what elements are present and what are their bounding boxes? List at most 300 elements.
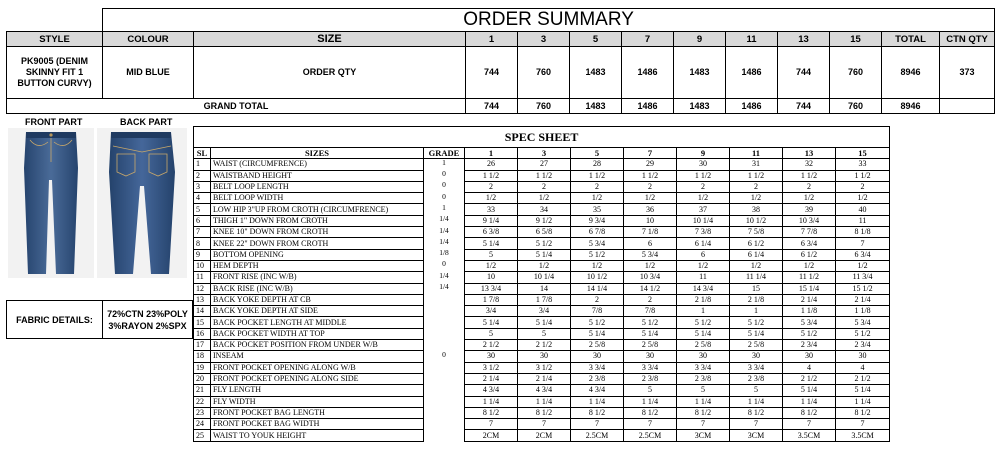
spec-value-cell: 1 1/2	[677, 170, 730, 181]
fabric-details-table	[6, 300, 193, 339]
spec-value-cell: 32	[783, 159, 836, 170]
spec-row	[194, 317, 890, 328]
spec-value-cell: 6 7/8	[571, 227, 624, 238]
spec-body	[194, 159, 890, 441]
spec-value-cell: 2	[624, 294, 677, 305]
spec-sl-cell: 10	[194, 260, 211, 271]
spec-value-cell: 7	[518, 419, 571, 430]
size-col-header: 11	[726, 32, 778, 47]
spec-value-cell: 1/2	[624, 193, 677, 204]
ctn-qty-header: CTN QTY	[940, 32, 995, 47]
spec-row	[194, 294, 890, 305]
spec-sl-cell: 8	[194, 238, 211, 249]
spec-value-cell: 8 1/2	[836, 407, 890, 418]
spec-value-cell: 3 1/2	[518, 362, 571, 373]
spec-value-cell: 30	[518, 351, 571, 362]
spec-grade-cell: 0	[424, 351, 465, 362]
grand-total-sum: 8946	[882, 99, 940, 114]
spec-value-cell: 2 5/8	[624, 340, 677, 351]
spec-sl-cell: 16	[194, 328, 211, 339]
spec-value-cell: 30	[836, 351, 890, 362]
spec-measurement-name: FRONT RISE (INC W/B)	[211, 272, 424, 283]
colour-header: COLOUR	[103, 32, 194, 47]
spec-value-cell: 5 1/4	[624, 328, 677, 339]
spec-value-cell: 3 1/2	[465, 362, 518, 373]
spec-value-cell: 1/2	[465, 193, 518, 204]
spec-sl-cell: 11	[194, 272, 211, 283]
spec-grade-cell	[424, 317, 465, 328]
spec-sl-cell: 15	[194, 317, 211, 328]
spec-measurement-name: BACK POCKET LENGTH AT MIDDLE	[211, 317, 424, 328]
spec-value-cell: 7	[677, 419, 730, 430]
spec-value-cell: 7	[783, 419, 836, 430]
spec-value-cell: 8 1/2	[624, 407, 677, 418]
spec-value-cell: 1 1/2	[836, 170, 890, 181]
spec-value-cell: 5 3/4	[571, 238, 624, 249]
spec-measurement-name: WAIST (CIRCUMFRENCE)	[211, 159, 424, 170]
spec-value-cell: 2 1/4	[836, 294, 890, 305]
fabric-details-value: 72%CTN 23%POLY 3%RAYON 2%SPX	[103, 301, 193, 339]
spec-measurement-name: BACK POCKET WIDTH AT TOP	[211, 328, 424, 339]
spec-grade-cell: 1/8	[424, 249, 465, 260]
spec-row	[194, 238, 890, 249]
spec-value-cell: 1/2	[677, 260, 730, 271]
colour-cell: MID BLUE	[103, 47, 194, 99]
grand-total-row	[7, 99, 995, 114]
spec-value-cell: 29	[624, 159, 677, 170]
ctn-qty-cell: 373	[940, 47, 995, 99]
spec-value-cell: 10 1/4	[518, 272, 571, 283]
spec-measurement-name: WAISTBAND HEIGHT	[211, 170, 424, 181]
spec-sl-cell: 23	[194, 407, 211, 418]
style-header: STYLE	[7, 32, 103, 47]
spec-value-cell: 2	[571, 181, 624, 192]
spec-value-cell: 7 5/8	[730, 227, 783, 238]
spec-value-cell: 5 3/4	[836, 317, 890, 328]
spec-sl-cell: 17	[194, 340, 211, 351]
spec-value-cell: 2 3/8	[730, 373, 783, 384]
spec-value-cell: 5 1/4	[571, 328, 624, 339]
spec-value-cell: 6 5/8	[518, 227, 571, 238]
spec-grade-cell	[424, 294, 465, 305]
spec-value-cell: 30	[571, 351, 624, 362]
spec-value-cell: 30	[677, 351, 730, 362]
spec-measurement-name: INSEAM	[211, 351, 424, 362]
spec-row	[194, 260, 890, 271]
spec-value-cell: 1 1/4	[836, 396, 890, 407]
spec-value-cell: 4 3/4	[518, 385, 571, 396]
spec-grade-cell: 0	[424, 260, 465, 271]
spec-value-cell: 40	[836, 204, 890, 215]
spec-value-cell: 1 1/4	[571, 396, 624, 407]
spec-value-cell: 7	[836, 419, 890, 430]
spec-row	[194, 306, 890, 317]
spec-value-cell: 7	[836, 238, 890, 249]
spec-measurement-name: FLY LENGTH	[211, 385, 424, 396]
spec-sl-cell: 9	[194, 249, 211, 260]
spec-value-cell: 3 3/4	[571, 362, 624, 373]
spec-value-cell: 39	[783, 204, 836, 215]
spec-header-row	[194, 148, 890, 159]
spec-value-cell: 5 1/4	[783, 385, 836, 396]
spec-value-cell: 8 1/2	[571, 407, 624, 418]
spec-value-cell: 2	[465, 181, 518, 192]
spec-value-cell: 7	[465, 419, 518, 430]
spec-measurement-name: FRONT POCKET BAG LENGTH	[211, 407, 424, 418]
spec-row	[194, 362, 890, 373]
spec-measurement-name: BACK RISE (INC W/B)	[211, 283, 424, 294]
blank-cell	[940, 99, 995, 114]
order-qty-label: ORDER QTY	[194, 47, 466, 99]
spec-value-cell: 5 1/4	[465, 238, 518, 249]
spec-value-cell: 30	[730, 351, 783, 362]
spec-value-cell: 10 3/4	[783, 215, 836, 226]
spec-value-cell: 8 1/2	[730, 407, 783, 418]
qty-cell: 1483	[674, 47, 726, 99]
spec-value-cell: 30	[783, 351, 836, 362]
spec-value-cell: 1/2	[730, 193, 783, 204]
spec-row	[194, 283, 890, 294]
order-summary-title: ORDER SUMMARY	[103, 9, 995, 32]
sizes-header: SIZES	[211, 148, 424, 159]
spec-value-cell: 6 1/2	[730, 238, 783, 249]
spec-row	[194, 249, 890, 260]
qty-cell: 760	[830, 47, 882, 99]
spec-row	[194, 419, 890, 430]
spec-value-cell: 1 1/4	[730, 396, 783, 407]
spec-measurement-name: BACK POCKET POSITION FROM UNDER W/B	[211, 340, 424, 351]
spec-value-cell: 1/2	[571, 260, 624, 271]
spec-sheet-title: SPEC SHEET	[194, 127, 890, 148]
spec-grade-cell: 1/4	[424, 227, 465, 238]
qty-cell: 744	[778, 47, 830, 99]
spec-value-cell: 2	[783, 181, 836, 192]
spec-grade-cell	[424, 419, 465, 430]
spec-value-cell: 2 5/8	[730, 340, 783, 351]
spec-grade-cell: 1	[424, 204, 465, 215]
spec-value-cell: 1 1/4	[783, 396, 836, 407]
spec-value-cell: 10 1/2	[571, 272, 624, 283]
spec-value-cell: 33	[465, 204, 518, 215]
spec-value-cell: 1 1/4	[465, 396, 518, 407]
size-col-header: 15	[830, 32, 882, 47]
spec-value-cell: 15 1/4	[783, 283, 836, 294]
spec-value-cell: 4 3/4	[465, 385, 518, 396]
spec-grade-cell	[424, 385, 465, 396]
qty-cell: 1486	[622, 47, 674, 99]
spec-value-cell: 1/2	[518, 260, 571, 271]
spec-row	[194, 227, 890, 238]
spec-value-cell: 4	[836, 362, 890, 373]
spec-value-cell: 5 1/4	[518, 249, 571, 260]
spec-value-cell: 3.5CM	[783, 430, 836, 441]
spec-value-cell: 5	[624, 385, 677, 396]
size-col-header: 3	[518, 32, 570, 47]
spec-value-cell: 1/2	[783, 193, 836, 204]
order-row	[7, 47, 995, 99]
spec-value-cell: 10	[624, 215, 677, 226]
spec-size-header: 1	[465, 148, 518, 159]
spec-grade-cell	[424, 328, 465, 339]
spec-measurement-name: KNEE 10" DOWN FROM CROTH	[211, 227, 424, 238]
grade-header: GRADE	[424, 148, 465, 159]
spec-value-cell: 5	[465, 249, 518, 260]
spec-row	[194, 215, 890, 226]
spec-value-cell: 8 1/8	[836, 227, 890, 238]
spec-grade-cell	[424, 373, 465, 384]
spec-value-cell: 30	[677, 159, 730, 170]
spec-value-cell: 5	[465, 328, 518, 339]
spec-value-cell: 5 1/2	[624, 317, 677, 328]
size-col-header: 9	[674, 32, 726, 47]
spec-value-cell: 5 1/2	[571, 249, 624, 260]
spec-value-cell: 2	[624, 181, 677, 192]
spec-grade-cell	[424, 407, 465, 418]
spec-value-cell: 2 3/8	[571, 373, 624, 384]
spec-row	[194, 159, 890, 170]
spec-value-cell: 8 1/2	[783, 407, 836, 418]
spec-value-cell: 7 7/8	[783, 227, 836, 238]
spec-value-cell: 5 1/2	[518, 238, 571, 249]
size-col-header: 13	[778, 32, 830, 47]
spec-value-cell: 2CM	[465, 430, 518, 441]
spec-value-cell: 5 1/4	[465, 317, 518, 328]
spec-sl-cell: 3	[194, 181, 211, 192]
fabric-details-label: FABRIC DETAILS:	[7, 301, 103, 339]
style-cell: PK9005 (DENIM SKINNY FIT 1 BUTTON CURVY)	[7, 47, 103, 99]
spec-measurement-name: FRONT POCKET OPENING ALONG SIDE	[211, 373, 424, 384]
spec-value-cell: 36	[624, 204, 677, 215]
qty-cell: 744	[466, 47, 518, 99]
spec-value-cell: 1 1/4	[677, 396, 730, 407]
spec-measurement-name: HEM DEPTH	[211, 260, 424, 271]
spec-grade-cell: 0	[424, 181, 465, 192]
spec-grade-cell	[424, 340, 465, 351]
spec-value-cell: 10 1/4	[677, 215, 730, 226]
spec-value-cell: 6 1/4	[730, 249, 783, 260]
spec-value-cell: 6 1/4	[677, 238, 730, 249]
spec-value-cell: 9 1/2	[518, 215, 571, 226]
spec-value-cell: 3.5CM	[836, 430, 890, 441]
spec-value-cell: 9 1/4	[465, 215, 518, 226]
spec-value-cell: 2 1/4	[783, 294, 836, 305]
spec-row	[194, 430, 890, 441]
spec-sl-cell: 12	[194, 283, 211, 294]
spec-value-cell: 11	[836, 215, 890, 226]
spec-value-cell: 1	[677, 306, 730, 317]
spec-value-cell: 6 3/8	[465, 227, 518, 238]
spec-value-cell: 2 3/8	[677, 373, 730, 384]
spec-value-cell: 1/2	[571, 193, 624, 204]
spec-sl-cell: 25	[194, 430, 211, 441]
spec-measurement-name: BACK YOKE DEPTH AT SIDE	[211, 306, 424, 317]
spec-value-cell: 9 3/4	[571, 215, 624, 226]
spec-measurement-name: FLY WIDTH	[211, 396, 424, 407]
spec-grade-cell	[424, 430, 465, 441]
spec-sl-cell: 13	[194, 294, 211, 305]
spec-value-cell: 5 1/2	[730, 317, 783, 328]
spec-value-cell: 30	[624, 351, 677, 362]
spec-sl-cell: 6	[194, 215, 211, 226]
spec-value-cell: 4	[783, 362, 836, 373]
grand-total-cell: 744	[778, 99, 830, 114]
size-col-header: 7	[622, 32, 674, 47]
spec-row	[194, 340, 890, 351]
spec-value-cell: 1 1/2	[465, 170, 518, 181]
spec-row	[194, 328, 890, 339]
spec-value-cell: 14 1/4	[571, 283, 624, 294]
spec-size-header: 9	[677, 148, 730, 159]
spec-measurement-name: FRONT POCKET BAG WIDTH	[211, 419, 424, 430]
spec-measurement-name: KNEE 22" DOWN FROM CROTH	[211, 238, 424, 249]
spec-value-cell: 2CM	[518, 430, 571, 441]
spec-size-header: 11	[730, 148, 783, 159]
spec-size-header: 3	[518, 148, 571, 159]
spec-value-cell: 3CM	[730, 430, 783, 441]
spec-size-header: 5	[571, 148, 624, 159]
spec-value-cell: 7/8	[624, 306, 677, 317]
spec-value-cell: 5	[677, 385, 730, 396]
spec-value-cell: 2	[677, 181, 730, 192]
spec-sl-cell: 18	[194, 351, 211, 362]
spec-value-cell: 33	[836, 159, 890, 170]
grand-total-cell: 744	[466, 99, 518, 114]
spec-value-cell: 2 1/8	[730, 294, 783, 305]
spec-value-cell: 7	[571, 419, 624, 430]
spec-value-cell: 2 5/8	[677, 340, 730, 351]
spec-value-cell: 6 1/2	[783, 249, 836, 260]
spec-value-cell: 2	[730, 181, 783, 192]
blank-cell	[7, 9, 103, 32]
spec-value-cell: 30	[465, 351, 518, 362]
spec-value-cell: 1 1/4	[624, 396, 677, 407]
spec-value-cell: 14	[518, 283, 571, 294]
spec-sl-cell: 19	[194, 362, 211, 373]
spec-value-cell: 1 7/8	[518, 294, 571, 305]
spec-value-cell: 5 3/4	[624, 249, 677, 260]
grand-total-cell: 1483	[674, 99, 726, 114]
spec-sl-cell: 2	[194, 170, 211, 181]
spec-sl-cell: 1	[194, 159, 211, 170]
spec-value-cell: 14 1/2	[624, 283, 677, 294]
spec-sl-cell: 22	[194, 396, 211, 407]
spec-value-cell: 2 3/4	[783, 340, 836, 351]
spec-row	[194, 181, 890, 192]
spec-grade-cell	[424, 396, 465, 407]
spec-value-cell: 5	[730, 385, 783, 396]
spec-value-cell: 5 1/4	[518, 317, 571, 328]
spec-value-cell: 15 1/2	[836, 283, 890, 294]
spec-value-cell: 3CM	[677, 430, 730, 441]
spec-value-cell: 1/2	[836, 260, 890, 271]
spec-value-cell: 1/2	[730, 260, 783, 271]
spec-value-cell: 2	[836, 181, 890, 192]
spec-measurement-name: BACK YOKE DEPTH AT CB	[211, 294, 424, 305]
spec-measurement-name: BELT LOOP LENGTH	[211, 181, 424, 192]
spec-value-cell: 3 3/4	[677, 362, 730, 373]
spec-value-cell: 5 1/2	[783, 328, 836, 339]
spec-sl-cell: 4	[194, 193, 211, 204]
spec-value-cell: 1 1/2	[518, 170, 571, 181]
spec-value-cell: 5 1/2	[836, 328, 890, 339]
spec-value-cell: 5	[518, 328, 571, 339]
spec-value-cell: 2 1/2	[783, 373, 836, 384]
spec-measurement-name: WAIST TO YOUK HEIGHT	[211, 430, 424, 441]
spec-value-cell: 5 3/4	[783, 317, 836, 328]
spec-row	[194, 272, 890, 283]
spec-measurement-name: THIGH 1" DOWN FROM CROTH	[211, 215, 424, 226]
spec-row	[194, 385, 890, 396]
spec-grade-cell	[424, 306, 465, 317]
spec-sl-cell: 21	[194, 385, 211, 396]
spec-value-cell: 6 3/4	[783, 238, 836, 249]
spec-value-cell: 37	[677, 204, 730, 215]
grand-total-label: GRAND TOTAL	[7, 99, 466, 114]
size-col-header: 1	[466, 32, 518, 47]
spec-value-cell: 11 3/4	[836, 272, 890, 283]
spec-value-cell: 35	[571, 204, 624, 215]
back-jeans-image	[97, 128, 187, 278]
spec-value-cell: 11 1/2	[783, 272, 836, 283]
spec-value-cell: 7 1/8	[624, 227, 677, 238]
spec-size-header: 15	[836, 148, 890, 159]
spec-value-cell: 4 3/4	[571, 385, 624, 396]
spec-value-cell: 28	[571, 159, 624, 170]
spec-grade-cell: 1	[424, 159, 465, 170]
grand-total-cell: 760	[518, 99, 570, 114]
spec-value-cell: 1 1/2	[571, 170, 624, 181]
spec-grade-cell	[424, 362, 465, 373]
spec-value-cell: 1/2	[518, 193, 571, 204]
spec-row	[194, 351, 890, 362]
spec-value-cell: 2 1/2	[518, 340, 571, 351]
spec-value-cell: 10 3/4	[624, 272, 677, 283]
back-part-label: BACK PART	[120, 117, 173, 127]
spec-value-cell: 7	[624, 419, 677, 430]
spec-value-cell: 3 3/4	[624, 362, 677, 373]
spec-value-cell: 15	[730, 283, 783, 294]
qty-cell: 1483	[570, 47, 622, 99]
spec-value-cell: 2 5/8	[571, 340, 624, 351]
spec-sl-cell: 20	[194, 373, 211, 384]
spec-size-header: 13	[783, 148, 836, 159]
spec-value-cell: 11 1/4	[730, 272, 783, 283]
spec-value-cell: 1 1/4	[518, 396, 571, 407]
spec-measurement-name: BOTTOM OPENING	[211, 249, 424, 260]
order-summary-header	[7, 32, 995, 47]
spec-value-cell: 5 1/2	[677, 317, 730, 328]
spec-value-cell: 1/2	[783, 260, 836, 271]
spec-value-cell: 2 3/8	[624, 373, 677, 384]
spec-value-cell: 5 1/4	[836, 385, 890, 396]
spec-value-cell: 1 1/8	[836, 306, 890, 317]
spec-measurement-name: BELT LOOP WIDTH	[211, 193, 424, 204]
spec-value-cell: 1 1/2	[730, 170, 783, 181]
spec-measurement-name: LOW HIP 3"UP FROM CROTH (CIRCUMFRENCE)	[211, 204, 424, 215]
spec-value-cell: 11	[677, 272, 730, 283]
grand-total-cell: 1486	[622, 99, 674, 114]
spec-value-cell: 1/2	[624, 260, 677, 271]
front-part-label: FRONT PART	[25, 117, 83, 127]
size-header: SIZE	[194, 32, 466, 47]
grand-total-cell: 1483	[570, 99, 622, 114]
spec-value-cell: 2.5CM	[624, 430, 677, 441]
spec-value-cell: 2 3/4	[836, 340, 890, 351]
sl-header: SL	[194, 148, 211, 159]
spec-grade-cell: 1/4	[424, 272, 465, 283]
spec-grade-cell: 1/4	[424, 215, 465, 226]
qty-cell: 1486	[726, 47, 778, 99]
